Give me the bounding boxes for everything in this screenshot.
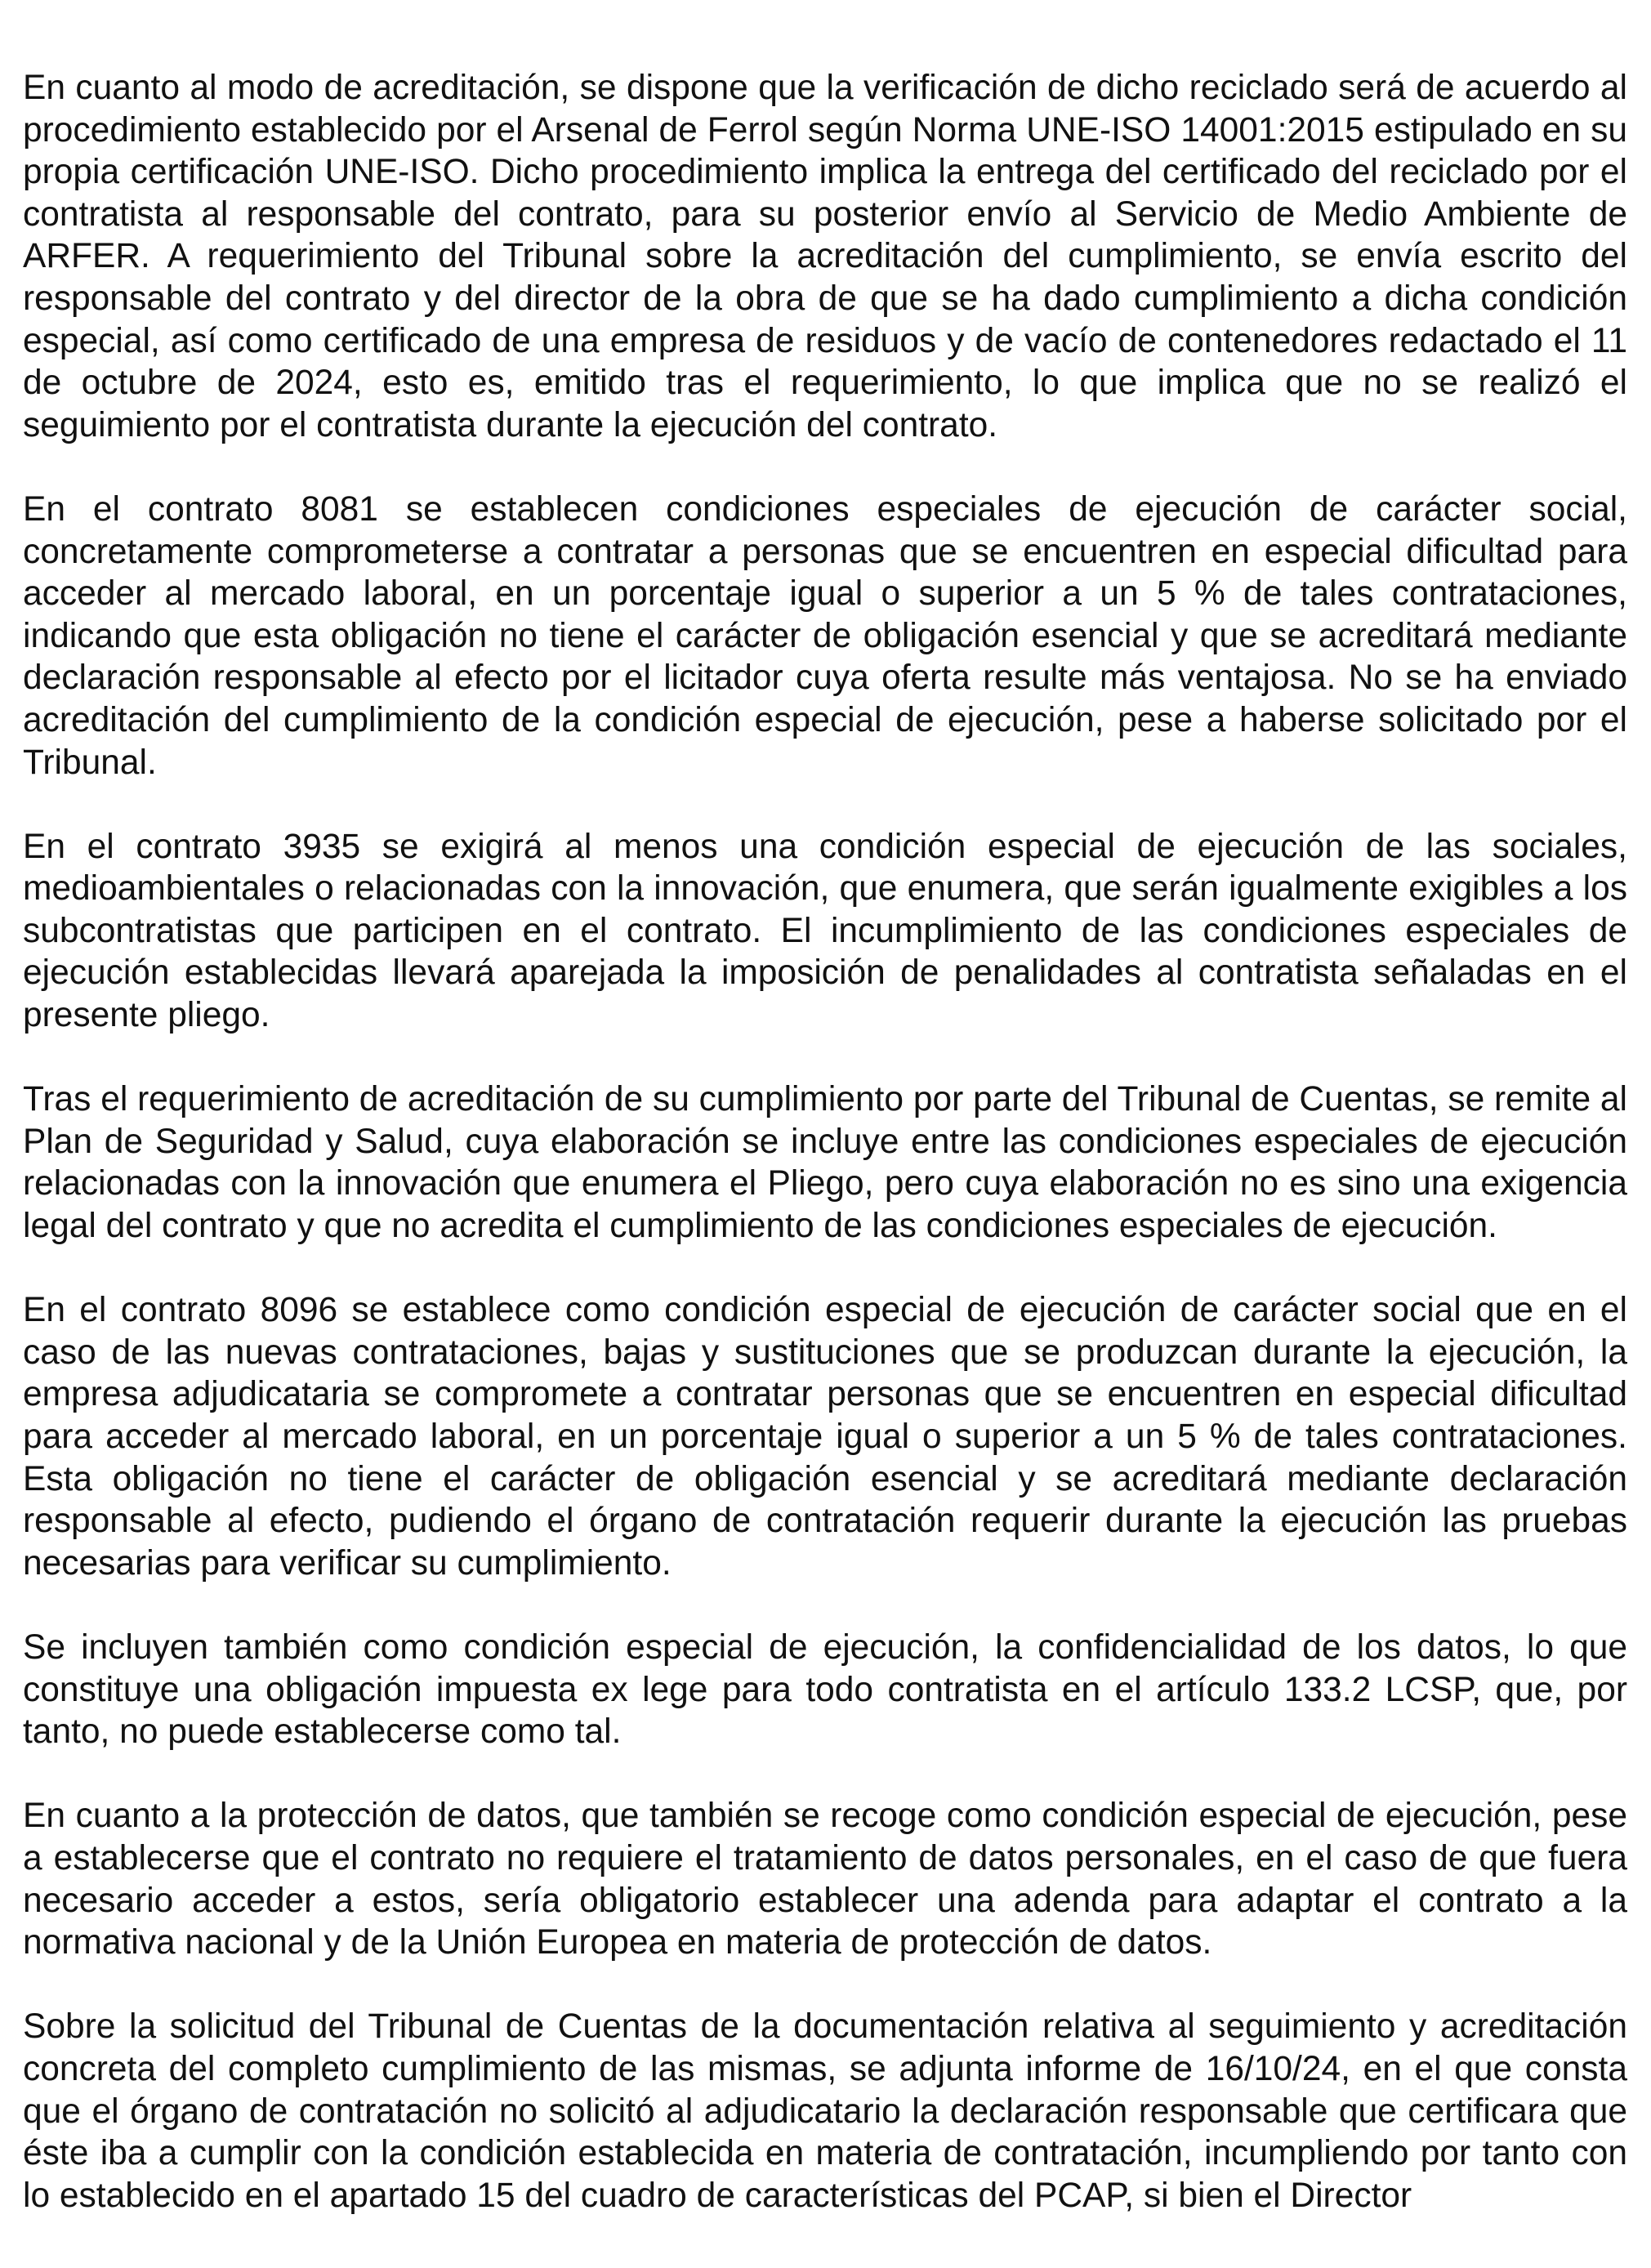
paragraph-contrato-8081: En el contrato 8081 se establecen condiciones especiales de ejecución de carácter social, concretamente comprometerse a contratar a personas que se encuentren en especial dificultad para acceder al mercado laboral, en un porcentaje igual o superior a un 5 % de tales contrataciones, indicando que esta obligación no tiene el carácter de obligación esencial y que se acreditará mediante declaración responsable al efecto por el licitador cuya oferta resulte más ventajosa. No se ha enviado acreditación del cumplimiento de la condición especial de ejecución, pese a haberse solicitado por el Tribunal. [23, 489, 1627, 782]
document-page [23, 67, 1627, 2217]
paragraph-solicitud-tribunal: Sobre la solicitud del Tribunal de Cuentas de la documentación relativa al seguimiento y acreditación concreta del completo cumplimiento de las mismas, se adjunta informe de 16/10/24, en el que consta que el órgano de contratación no solicitó al adjudicatario la declaración responsable que certificara que éste iba a cumplir con la condición establecida en materia de contratación, incumpliendo por tanto con lo establecido en el apartado 15 del cuadro de características del PCAP, si bien el Director [23, 2007, 1627, 2215]
paragraph-contrato-8096: En el contrato 8096 se establece como condición especial de ejecución de carácter social que en el caso de las nuevas contrataciones, bajas y sustituciones que se produzcan durante la ejecución, la empresa adjudicataria se compromete a contratar personas que se encuentren en especial dificultad para acceder al mercado laboral, en un porcentaje igual o superior a un 5 % de tales contrataciones. Esta obligación no tiene el carácter de obligación esencial y se acreditará mediante declaración responsable al efecto, pudiendo el órgano de contratación requerir durante la ejecución las pruebas necesarias para verificar su cumplimiento. [23, 1291, 1627, 1583]
paragraph-plan-seguridad-salud: Tras el requerimiento de acreditación de su cumplimiento por parte del Tribunal de Cuentas, se remite al Plan de Seguridad y Salud, cuya elaboración se incluye entre las condiciones especiales de ejecución relacionadas con la innovación que enumera el Pliego, pero cuya elaboración no es sino una exigencia legal del contrato y que no acredita el cumplimiento de las condiciones especiales de ejecución. [23, 1080, 1627, 1246]
paragraph-proteccion-datos: En cuanto a la protección de datos, que también se recoge como condición especial de ejecución, pese a establecerse que el contrato no requiere el tratamiento de datos personales, en el caso de que fuera necesario acceder a estos, sería obligatorio establecer una adenda para adaptar el contrato a la normativa nacional y de la Unión Europea en materia de protección de datos. [23, 1797, 1627, 1962]
paragraph-contrato-3935: En el contrato 3935 se exigirá al menos una condición especial de ejecución de las sociales, medioambientales o relacionadas con la innovación, que enumera, que serán igualmente exigibles a los subcontratistas que participen en el contrato. El incumplimiento de las condiciones especiales de ejecución establecidas llevará aparejada la imposición de penalidades al contratista señaladas en el presente pliego. [23, 827, 1627, 1035]
paragraph-acreditacion-reciclado: En cuanto al modo de acreditación, se dispone que la verificación de dicho reciclado será de acuerdo al procedimiento establecido por el Arsenal de Ferrol según Norma UNE-ISO 14001:2015 estipulado en su propia certificación UNE-ISO. Dicho procedimiento implica la entrega del certificado del reciclado por el contratista al responsable del contrato, para su posterior envío al Servicio de Medio Ambiente de ARFER. A requerimiento del Tribunal sobre la acreditación del cumplimiento, se envía escrito del responsable del contrato y del director de la obra de que se ha dado cumplimiento a dicha condición especial, así como certificado de una empresa de residuos y de vacío de contenedores redactado el 11 de octubre de 2024, esto es, emitido tras el requerimiento, lo que implica que no se realizó el seguimiento por el contratista durante la ejecución del contrato. [23, 69, 1627, 444]
paragraph-confidencialidad-datos: Se incluyen también como condición especial de ejecución, la confidencialidad de los datos, lo que constituye una obligación impuesta ex lege para todo contratista en el artículo 133.2 LCSP, que, por tanto, no puede establecerse como tal. [23, 1627, 1627, 1752]
